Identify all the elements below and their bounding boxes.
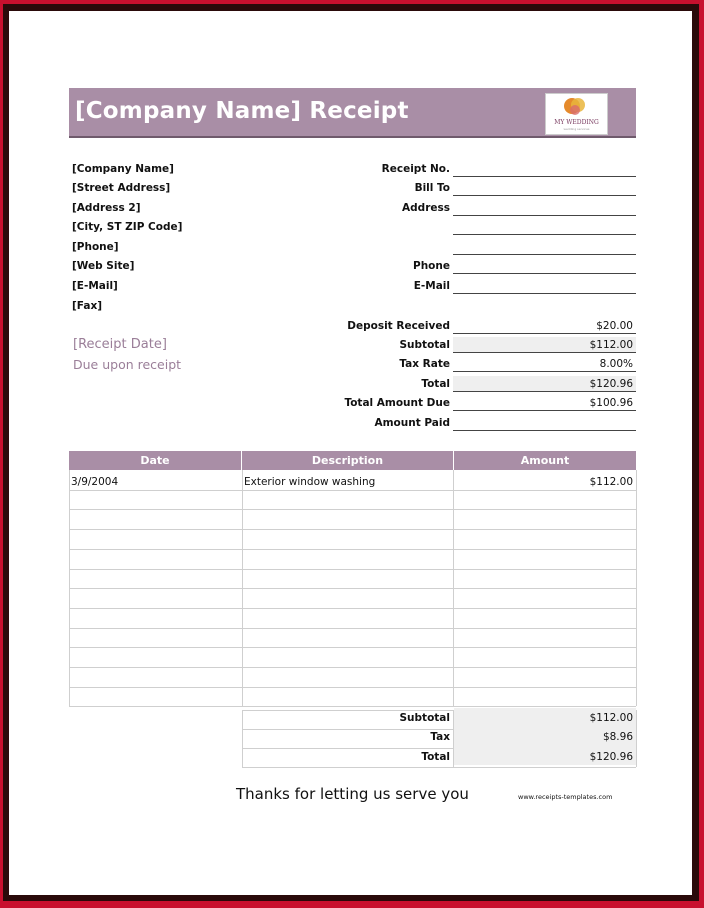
amount-paid-field[interactable] <box>453 430 636 431</box>
email-field[interactable] <box>453 293 636 294</box>
totals-total-value: $120.96 <box>589 751 633 763</box>
table-row-divider <box>69 490 636 491</box>
logo-subtext: wedding services <box>563 127 590 131</box>
due-terms: Due upon receipt <box>73 357 182 372</box>
company-email: [E-Mail] <box>72 280 118 292</box>
table-row-divider <box>69 687 636 688</box>
thank-you-message: Thanks for letting us serve you <box>236 785 469 803</box>
deposit-label: Deposit Received <box>347 320 450 332</box>
amount-paid-label: Amount Paid <box>374 417 450 429</box>
address-field-1[interactable] <box>453 215 636 216</box>
amount-due-label: Total Amount Due <box>344 397 450 409</box>
email-label: E-Mail <box>413 280 450 292</box>
address-field-2[interactable] <box>453 234 636 235</box>
table-row-divider <box>69 667 636 668</box>
receipt-no-label: Receipt No. <box>381 163 450 175</box>
receipt-title: [Company Name] Receipt <box>75 98 409 124</box>
summary-subtotal-line <box>453 352 636 353</box>
company-street: [Street Address] <box>72 182 171 194</box>
row-1-description: Exterior window washing <box>244 476 376 488</box>
totals-row-divider <box>242 767 636 768</box>
address-field-3[interactable] <box>453 254 636 255</box>
summary-subtotal-label: Subtotal <box>399 339 450 351</box>
company-address2: [Address 2] <box>72 202 141 214</box>
logo-text: MY WEDDING <box>554 119 599 126</box>
table-row-divider <box>69 529 636 530</box>
bill-to-field[interactable] <box>453 195 636 196</box>
table-column-divider <box>69 470 70 706</box>
amount-due-value: $100.96 <box>589 397 633 409</box>
receipt-date: [Receipt Date] <box>73 337 167 352</box>
totals-tax-value: $8.96 <box>602 731 633 743</box>
totals-subtotal-label: Subtotal <box>399 712 450 724</box>
table-row-divider <box>69 608 636 609</box>
phone-label: Phone <box>413 260 450 272</box>
company-logo <box>545 93 608 135</box>
bill-to-label: Bill To <box>414 182 450 194</box>
table-row-divider <box>69 647 636 648</box>
tax-rate-line <box>453 371 636 372</box>
tax-rate-value: 8.00% <box>599 358 633 370</box>
table-row-divider <box>69 588 636 589</box>
table-header-description: Description <box>242 451 453 470</box>
phone-field[interactable] <box>453 273 636 274</box>
table-header-amount: Amount <box>454 451 636 470</box>
totals-column-divider <box>636 710 637 767</box>
tax-rate-label: Tax Rate <box>399 358 450 370</box>
footer-website: www.receipts-templates.com <box>518 793 613 801</box>
address-label: Address <box>402 202 450 214</box>
company-city: [City, ST ZIP Code] <box>72 221 183 233</box>
company-fax: [Fax] <box>72 300 103 312</box>
totals-total-label: Total <box>421 751 450 763</box>
table-column-divider <box>453 470 454 706</box>
table-row-divider <box>69 628 636 629</box>
summary-total-label: Total <box>421 378 450 390</box>
deposit-value: $20.00 <box>596 320 633 332</box>
row-1-amount: $112.00 <box>589 476 633 488</box>
row-1-date: 3/9/2004 <box>71 476 119 488</box>
summary-subtotal-value: $112.00 <box>589 339 633 351</box>
table-row-divider <box>69 509 636 510</box>
table-row-divider <box>69 706 636 707</box>
receipt-no-field[interactable] <box>453 176 636 177</box>
company-website: [Web Site] <box>72 260 135 272</box>
company-phone: [Phone] <box>72 241 119 253</box>
summary-total-value: $120.96 <box>589 378 633 390</box>
totals-subtotal-value: $112.00 <box>589 712 633 724</box>
totals-tax-label: Tax <box>430 731 450 743</box>
table-column-divider <box>636 470 637 706</box>
deposit-field <box>453 333 636 334</box>
table-row-divider <box>69 569 636 570</box>
summary-total-line <box>453 391 636 392</box>
table-header-date: Date <box>69 451 241 470</box>
amount-due-line <box>453 410 636 411</box>
table-column-divider <box>242 470 243 706</box>
table-row-divider <box>69 549 636 550</box>
company-name: [Company Name] <box>72 163 174 175</box>
